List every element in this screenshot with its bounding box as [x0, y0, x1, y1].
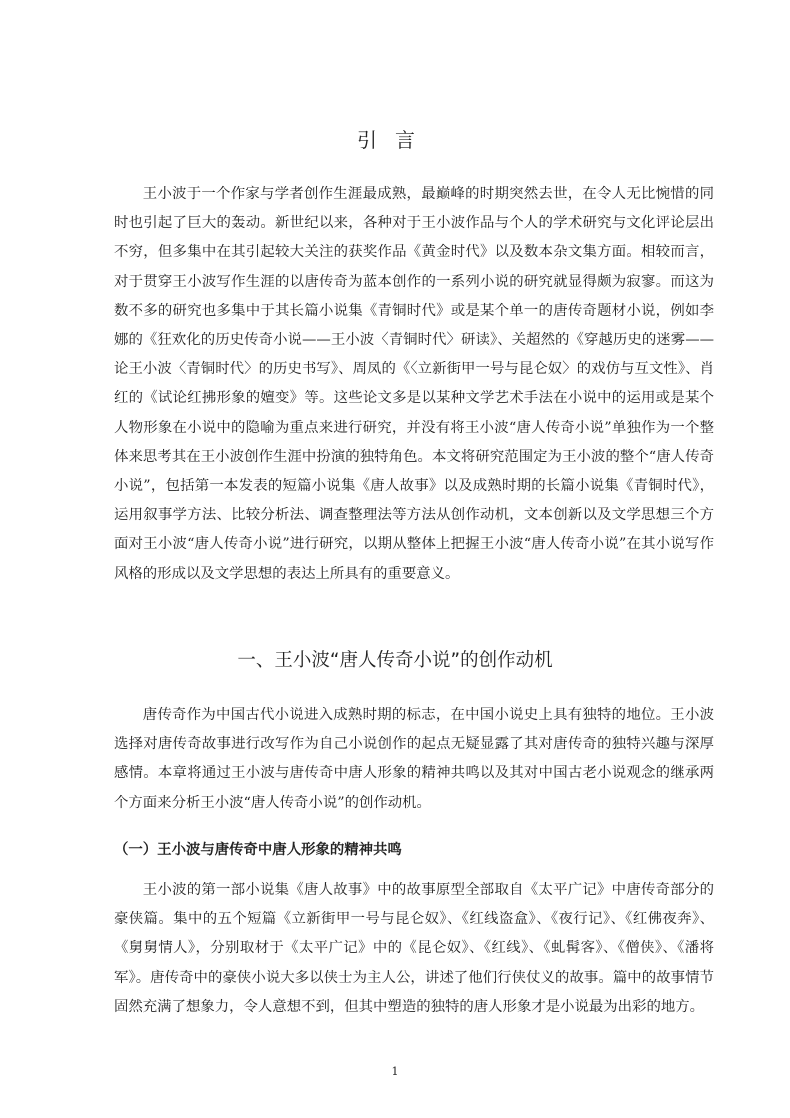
- intro-title: 引言: [357, 128, 433, 152]
- page-number: 1: [391, 1065, 399, 1078]
- intro-paragraph: 王小波于一个作家与学者创作生涯最成熟，最巅峰的时期突然去世，在令人无比惋惜的同时也引起了巨大的轰动。新世纪以来，各种对于王小波作品与个人的学术研究与文化评论层出不穷，但多集中在其引起较大关注的获奖作品《黄金时代》以及数本杂文集方面。相较而言，对于贯穿王小波写作生涯的以唐传奇为蓝本创作的一系列小说的研究就显得颇为寂寥。而这为数不多的研究也多集中于其长篇小说集《青铜时代》或是某个单一的唐传奇题材小说，例如李娜的《狂欢化的历史传奇小说——王小波〈青铜时代〉研读》、关超然的《穿越历史的迷雾——论王小波〈青铜时代〉的历史书写》、周凤的《〈立新街甲一号与昆仑奴〉的戏仿与互文性》、肖红的《试论红拂形象的嬗变》等。这些论文多是以某种文学艺术手法在小说中的运用或是某个人物形象在小说中的隐喻为重点来进行研究，并没有将王小波“唐人传奇小说”单独作为一个整体来思考其在王小波创作生涯中扮演的独特角色。本文将研究范围定为王小波的整个“唐人传奇小说”，包括第一本发表的短篇小说集《唐人故事》以及成熟时期的长篇小说集《青铜时代》，运用叙事学方法、比较分析法、调查整理法等方法从创作动机，文本创新以及文学思想三个方面对王小波“唐人传奇小说”进行研究，以期从整体上把握王小波“唐人传奇小说”在其小说写作风格的形成以及文学思想的表达上所具有的重要意义。: [114, 186, 714, 582]
- section-paragraph: 王小波的第一部小说集《唐人故事》中的故事原型全部取自《太平广记》中唐传奇部分的豪侠篇。集中的五个短篇《立新街甲一号与昆仑奴》、《红线盗盒》、《夜行记》、《红佛夜奔》、《舅舅情人》，分别取材于《太平广记》中的《昆仑奴》、《红线》、《虬髯客》、《僧侠》、《潘将军》。唐传奇中的豪侠小说大多以侠士为主人公，讲述了他们行侠仗义的故事。篇中的故事情节固然充满了想象力，令人意想不到，但其中塑造的独特的唐人形象才是小说最为出彩的地方。: [114, 882, 714, 1015]
- chapter-paragraph: 唐传奇作为中国古代小说进入成熟时期的标志，在中国小说史上具有独特的地位。王小波选择对唐传奇故事进行改写作为自己小说创作的起点无疑显露了其对唐传奇的独特兴趣与深厚感情。本章将通过王小波与唐传奇中唐人形象的精神共鸣以及其对中国古老小说观念的继承两个方面来分析王小波“唐人传奇小说”的创作动机。: [114, 707, 714, 811]
- chapter-title: 一、王小波“唐人传奇小说”的创作动机: [237, 650, 553, 671]
- section-title: （一）王小波与唐传奇中唐人形象的精神共鸣: [114, 842, 402, 858]
